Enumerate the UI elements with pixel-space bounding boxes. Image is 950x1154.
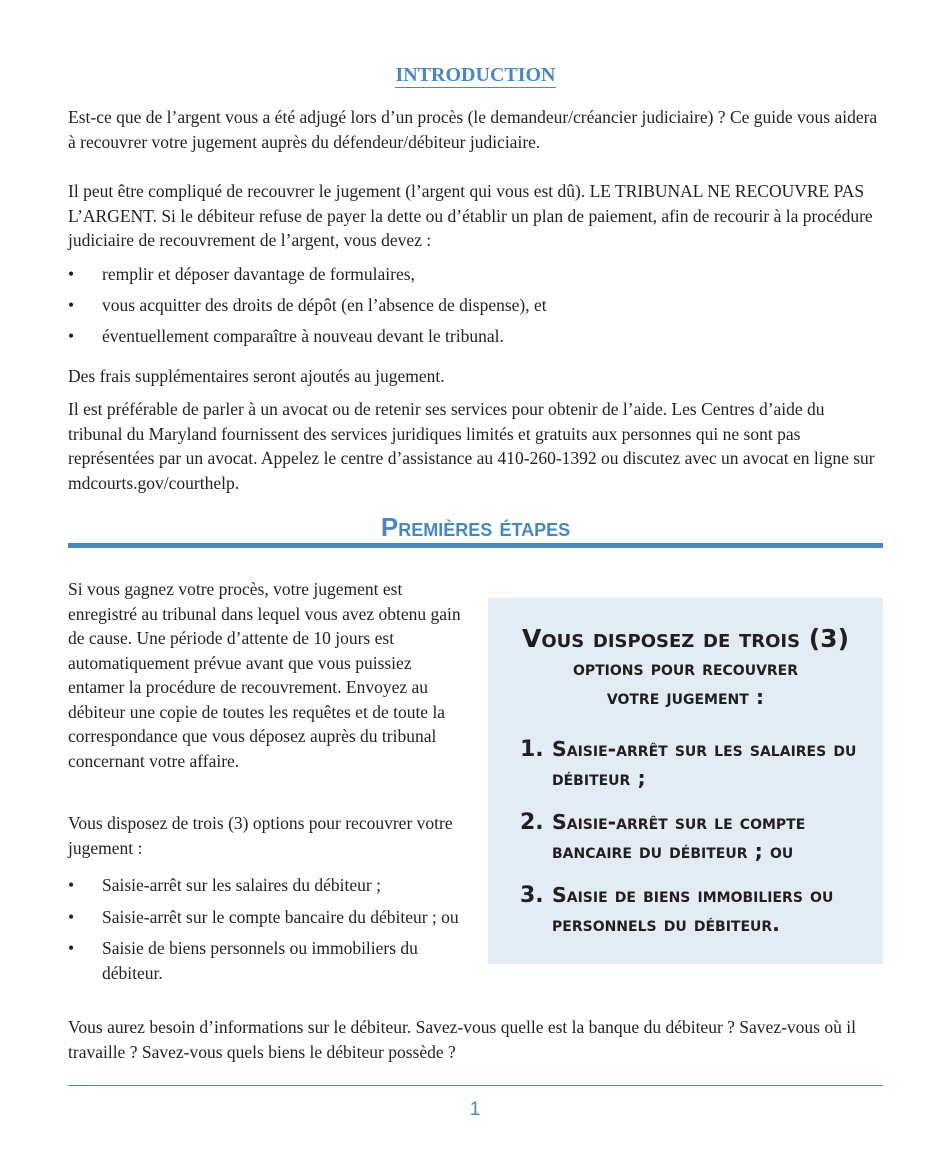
list-item: • remplir et déposer davantage de formulaires,: [68, 262, 883, 293]
option-number: 2.: [520, 810, 544, 835]
list-item: • éventuellement comparaître à nouveau devant le tribunal.: [68, 324, 883, 355]
callout-options-list: [520, 735, 880, 954]
callout-option: [520, 808, 880, 866]
first-steps-heading: Premières étapes: [380, 512, 571, 542]
option-number: 3.: [520, 883, 544, 908]
intro-bullet-list: [68, 262, 883, 355]
list-item: • Saisie de biens personnels ou immobiliers du débiteur.: [68, 936, 468, 985]
callout-option: [520, 735, 880, 793]
introduction-heading: INTRODUCTION: [395, 64, 556, 86]
callout-title-line: Vous disposez de trois (3): [521, 624, 850, 653]
list-item: • Saisie-arrêt sur les salaires du débiteur ;: [68, 873, 468, 898]
closing-paragraph: Vous aurez besoin d’informations sur le débiteur. Savez-vous quelle est la banque du débiteur ? Savez-vous où il travaille ? Savez-vous quels biens le débiteur possède ?: [68, 1017, 856, 1062]
intro-paragraph-1: Est-ce que de l’argent vous a été adjugé lors d’un procès (le demandeur/créancier judiciaire) ? Ce guide vous aidera à recouvrer votre jugement auprès du défendeur/débiteur judiciaire.: [68, 107, 878, 152]
option-number: 1.: [520, 737, 544, 762]
option-text: Saisie-arrêt sur les salaires du débiteur ;: [552, 737, 857, 790]
list-item: • vous acquitter des droits de dépôt (en l’absence de dispense), et: [68, 293, 883, 324]
section-divider: [68, 543, 883, 548]
callout-title: [488, 624, 883, 712]
list-item: • Saisie-arrêt sur le compte bancaire du débiteur ; ou: [68, 905, 468, 930]
page-number: 1: [469, 1099, 481, 1120]
fees-paragraph: Des frais supplémentaires seront ajoutés au jugement.: [68, 366, 445, 386]
option-text: Saisie-arrêt sur le compte bancaire du débiteur ; ou: [552, 810, 806, 863]
callout-option: [520, 881, 880, 939]
advice-paragraph: Il est préférable de parler à un avocat ou de retenir ses services pour obtenir de l’aide. Les Centres d’aide du tribunal du Maryland fournissent des services juridiques limités et gratuits aux personnes qui ne sont pas représentées par un avocat. Appelez le centre d’assistance au 410-260-1392 ou discutez avec un avocat en ligne sur mdcourts.gov/courthelp.: [68, 399, 875, 493]
callout-title-line: votre jugement :: [606, 685, 765, 709]
callout-title-line: options pour recouvrer: [572, 656, 799, 680]
options-bullet-list: [68, 873, 468, 992]
first-steps-paragraph-1: Si vous gagnez votre procès, votre jugement est enregistré au tribunal dans lequel vous avez obtenu gain de cause. Une période d’attente de 10 jours est automatiquement prévue avant que vous puissiez entamer la procédure de recouvrement. Envoyez au débiteur une copie de toutes les requêtes et de toute la correspondance que vous déposez auprès du tribunal concernant votre affaire.: [68, 579, 461, 771]
footer-divider: [68, 1085, 883, 1086]
intro-paragraph-2: Il peut être compliqué de recouvrer le jugement (l’argent qui vous est dû). LE TRIBUNAL NE RECOUVRE PAS L’ARGENT. Si le débiteur refuse de payer la dette ou d’établir un plan de paiement, afin de recourir à la procédure judiciaire de recouvrement de l’argent, vous devez :: [68, 181, 873, 250]
options-callout-box: [488, 598, 883, 964]
first-steps-paragraph-2: Vous disposez de trois (3) options pour recouvrer votre jugement :: [68, 813, 453, 858]
option-text: Saisie de biens immobiliers ou personnels du débiteur.: [552, 883, 834, 936]
